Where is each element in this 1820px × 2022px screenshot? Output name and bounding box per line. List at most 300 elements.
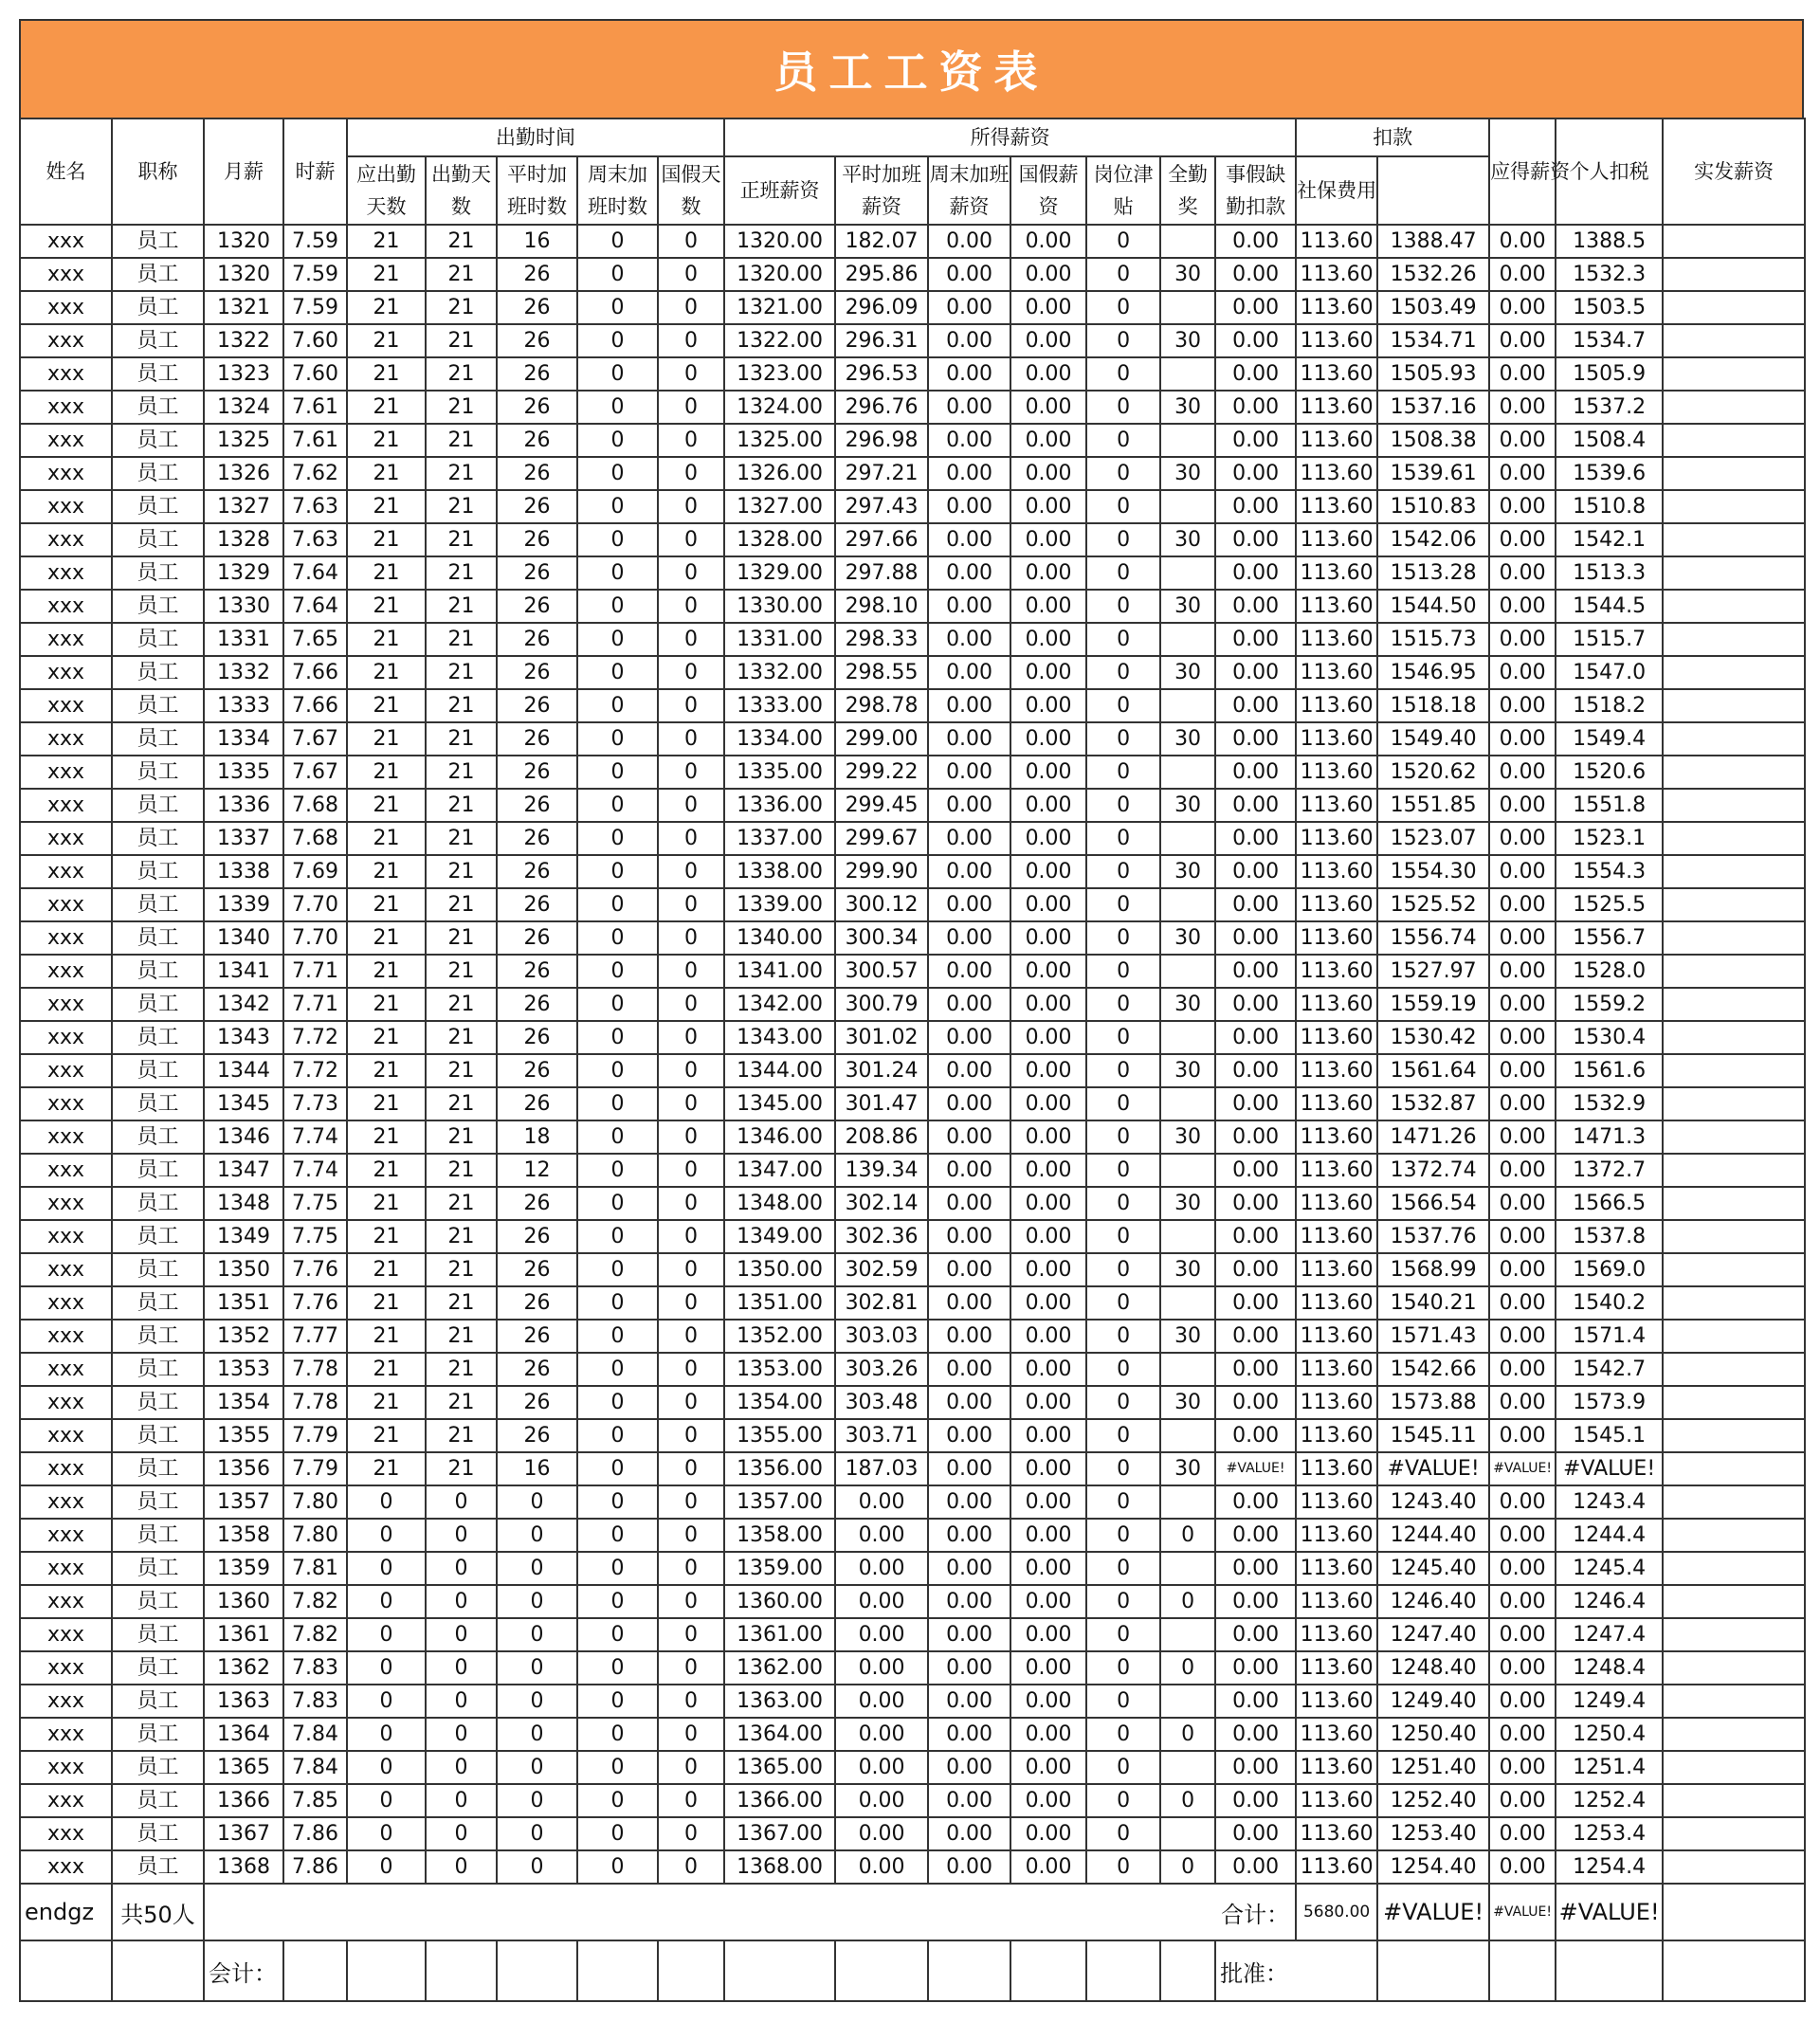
cell-title: 员工 <box>112 1154 204 1187</box>
cell-hourly: 7.80 <box>283 1485 347 1519</box>
cell-sign <box>1663 357 1805 391</box>
cell-weekday-ot: 26 <box>497 789 577 822</box>
cell-social: 113.60 <box>1296 424 1377 457</box>
header-weekday-ot-pay: 平时加班薪资 <box>835 156 928 225</box>
table-row <box>20 1120 1805 1154</box>
cell-leave-deduct: 0.00 <box>1215 1187 1296 1220</box>
sign-empty-cell <box>1489 1940 1556 2001</box>
cell-name: xxx <box>20 1286 112 1320</box>
cell-tax: 0.00 <box>1489 955 1556 988</box>
table-row <box>20 1154 1805 1187</box>
header-monthly: 月薪 <box>204 118 283 225</box>
cell-base-pay: 1321.00 <box>724 291 835 324</box>
cell-sign <box>1663 1286 1805 1320</box>
cell-title: 员工 <box>112 1353 204 1386</box>
cell-weekend-ot: 0 <box>577 523 658 556</box>
cell-gross: 1250.40 <box>1377 1718 1489 1751</box>
cell-leave-deduct: 0.00 <box>1215 1718 1296 1751</box>
cell-req-days: 21 <box>347 590 426 623</box>
table-row <box>20 1021 1805 1054</box>
cell-hourly: 7.71 <box>283 988 347 1021</box>
cell-holiday-pay: 0.00 <box>1010 1187 1086 1220</box>
cell-weekend-ot-pay: 0.00 <box>928 1386 1010 1419</box>
cell-holiday-days: 0 <box>658 789 724 822</box>
cell-tax: 0.00 <box>1489 357 1556 391</box>
cell-leave-deduct: 0.00 <box>1215 258 1296 291</box>
cell-weekday-ot-pay: 300.57 <box>835 955 928 988</box>
table-row <box>20 855 1805 888</box>
cell-gross: 1549.40 <box>1377 722 1489 756</box>
cell-hourly: 7.67 <box>283 722 347 756</box>
table-row <box>20 888 1805 921</box>
cell-weekday-ot: 16 <box>497 225 577 258</box>
sign-empty-cell <box>928 1940 1010 2001</box>
cell-tax: 0.00 <box>1489 623 1556 656</box>
cell-hourly: 7.69 <box>283 855 347 888</box>
cell-social: 113.60 <box>1296 1220 1377 1253</box>
cell-allowance: 0 <box>1086 855 1160 888</box>
cell-title: 员工 <box>112 590 204 623</box>
cell-weekend-ot-pay: 0.00 <box>928 391 1010 424</box>
cell-holiday-days: 0 <box>658 1585 724 1618</box>
table-row <box>20 1751 1805 1784</box>
cell-base-pay: 1343.00 <box>724 1021 835 1054</box>
cell-gross: 1253.40 <box>1377 1817 1489 1850</box>
cell-holiday-days: 0 <box>658 888 724 921</box>
cell-net: 1556.7 <box>1556 921 1663 955</box>
cell-holiday-days: 0 <box>658 424 724 457</box>
table-row <box>20 523 1805 556</box>
cell-req-days: 21 <box>347 1220 426 1253</box>
cell-name: xxx <box>20 324 112 357</box>
cell-monthly: 1344 <box>204 1054 283 1087</box>
cell-req-days: 21 <box>347 689 426 722</box>
cell-sign <box>1663 789 1805 822</box>
header-group-pay: 所得薪资 <box>724 118 1296 156</box>
cell-leave-deduct: 0.00 <box>1215 1618 1296 1651</box>
cell-gross: 1518.18 <box>1377 689 1489 722</box>
cell-name: xxx <box>20 490 112 523</box>
table-row <box>20 1253 1805 1286</box>
cell-social: 113.60 <box>1296 1021 1377 1054</box>
cell-allowance: 0 <box>1086 457 1160 490</box>
cell-tax: 0.00 <box>1489 722 1556 756</box>
cell-base-pay: 1356.00 <box>724 1452 835 1485</box>
cell-title: 员工 <box>112 1220 204 1253</box>
cell-weekday-ot: 0 <box>497 1817 577 1850</box>
cell-weekend-ot: 0 <box>577 424 658 457</box>
cell-holiday-pay: 0.00 <box>1010 955 1086 988</box>
cell-weekday-ot: 26 <box>497 888 577 921</box>
cell-weekend-ot: 0 <box>577 225 658 258</box>
cell-name: xxx <box>20 1419 112 1452</box>
cell-tax: 0.00 <box>1489 789 1556 822</box>
cell-tax: 0.00 <box>1489 590 1556 623</box>
cell-weekend-ot-pay: 0.00 <box>928 1419 1010 1452</box>
cell-weekend-ot-pay: 0.00 <box>928 1087 1010 1120</box>
cell-leave-deduct: 0.00 <box>1215 1286 1296 1320</box>
cell-leave-deduct: 0.00 <box>1215 1485 1296 1519</box>
cell-holiday-pay: 0.00 <box>1010 855 1086 888</box>
cell-req-days: 0 <box>347 1618 426 1651</box>
cell-base-pay: 1363.00 <box>724 1685 835 1718</box>
cell-monthly: 1346 <box>204 1120 283 1154</box>
sign-empty-cell <box>577 1940 658 2001</box>
cell-holiday-pay: 0.00 <box>1010 1386 1086 1419</box>
cell-base-pay: 1346.00 <box>724 1120 835 1154</box>
cell-att-days: 21 <box>426 822 497 855</box>
cell-att-days: 21 <box>426 722 497 756</box>
cell-weekday-ot: 0 <box>497 1485 577 1519</box>
cell-leave-deduct: 0.00 <box>1215 1253 1296 1286</box>
cell-gross: 1534.71 <box>1377 324 1489 357</box>
cell-social: 113.60 <box>1296 523 1377 556</box>
cell-allowance: 0 <box>1086 1651 1160 1685</box>
cell-weekend-ot-pay: 0.00 <box>928 756 1010 789</box>
cell-holiday-days: 0 <box>658 756 724 789</box>
cell-weekday-ot-pay: 300.12 <box>835 888 928 921</box>
cell-monthly: 1324 <box>204 391 283 424</box>
cell-base-pay: 1328.00 <box>724 523 835 556</box>
cell-name: xxx <box>20 921 112 955</box>
cell-req-days: 0 <box>347 1784 426 1817</box>
table-row <box>20 1353 1805 1386</box>
cell-req-days: 21 <box>347 988 426 1021</box>
sign-empty-cell <box>1160 1940 1215 2001</box>
cell-base-pay: 1326.00 <box>724 457 835 490</box>
cell-allowance: 0 <box>1086 1552 1160 1585</box>
cell-weekend-ot-pay: 0.00 <box>928 789 1010 822</box>
cell-tax: 0.00 <box>1489 1817 1556 1850</box>
cell-allowance: 0 <box>1086 888 1160 921</box>
cell-weekend-ot: 0 <box>577 1685 658 1718</box>
cell-full-bonus <box>1160 1087 1215 1120</box>
cell-att-days: 21 <box>426 656 497 689</box>
cell-name: xxx <box>20 955 112 988</box>
cell-net: 1545.1 <box>1556 1419 1663 1452</box>
table-row <box>20 457 1805 490</box>
cell-title: 员工 <box>112 888 204 921</box>
cell-hourly: 7.66 <box>283 656 347 689</box>
cell-monthly: 1359 <box>204 1552 283 1585</box>
cell-req-days: 21 <box>347 225 426 258</box>
cell-hourly: 7.84 <box>283 1718 347 1751</box>
cell-tax: 0.00 <box>1489 1651 1556 1685</box>
cell-sign <box>1663 756 1805 789</box>
cell-leave-deduct: 0.00 <box>1215 523 1296 556</box>
cell-req-days: 21 <box>347 955 426 988</box>
cell-name: xxx <box>20 1585 112 1618</box>
cell-tax: 0.00 <box>1489 457 1556 490</box>
cell-holiday-days: 0 <box>658 1651 724 1685</box>
cell-title: 员工 <box>112 490 204 523</box>
cell-att-days: 21 <box>426 225 497 258</box>
cell-title: 员工 <box>112 1054 204 1087</box>
cell-weekday-ot-pay: 299.67 <box>835 822 928 855</box>
cell-social: 113.60 <box>1296 1419 1377 1452</box>
cell-weekend-ot-pay: 0.00 <box>928 1585 1010 1618</box>
cell-att-days: 0 <box>426 1784 497 1817</box>
cell-holiday-days: 0 <box>658 1187 724 1220</box>
cell-weekday-ot: 26 <box>497 955 577 988</box>
cell-base-pay: 1334.00 <box>724 722 835 756</box>
sign-empty-cell <box>20 1940 112 2001</box>
cell-weekday-ot: 26 <box>497 921 577 955</box>
cell-gross: 1471.26 <box>1377 1120 1489 1154</box>
cell-name: xxx <box>20 1320 112 1353</box>
cell-weekday-ot-pay: 301.24 <box>835 1054 928 1087</box>
cell-net: 1530.4 <box>1556 1021 1663 1054</box>
cell-leave-deduct: 0.00 <box>1215 1585 1296 1618</box>
cell-weekday-ot-pay: 298.10 <box>835 590 928 623</box>
cell-weekday-ot: 26 <box>497 324 577 357</box>
cell-leave-deduct: 0.00 <box>1215 1751 1296 1784</box>
cell-gross: 1515.73 <box>1377 623 1489 656</box>
cell-holiday-days: 0 <box>658 590 724 623</box>
cell-title: 员工 <box>112 1751 204 1784</box>
cell-req-days: 21 <box>347 756 426 789</box>
cell-weekend-ot-pay: 0.00 <box>928 1120 1010 1154</box>
cell-weekday-ot-pay: 303.03 <box>835 1320 928 1353</box>
table-row <box>20 1187 1805 1220</box>
cell-base-pay: 1364.00 <box>724 1718 835 1751</box>
table-row <box>20 623 1805 656</box>
cell-gross: 1525.52 <box>1377 888 1489 921</box>
cell-weekday-ot-pay: 303.71 <box>835 1419 928 1452</box>
cell-req-days: 21 <box>347 1286 426 1320</box>
cell-monthly: 1368 <box>204 1850 283 1884</box>
cell-name: xxx <box>20 1353 112 1386</box>
header-name: 姓名 <box>20 118 112 225</box>
cell-monthly: 1329 <box>204 556 283 590</box>
cell-holiday-days: 0 <box>658 855 724 888</box>
cell-sign <box>1663 324 1805 357</box>
cell-hourly: 7.77 <box>283 1320 347 1353</box>
cell-hourly: 7.64 <box>283 556 347 590</box>
cell-att-days: 21 <box>426 1220 497 1253</box>
total-tax: #VALUE! <box>1489 1884 1556 1940</box>
cell-full-bonus: 0 <box>1160 1585 1215 1618</box>
header-holiday-days: 国假天数 <box>658 156 724 225</box>
cell-monthly: 1358 <box>204 1519 283 1552</box>
cell-base-pay: 1347.00 <box>724 1154 835 1187</box>
cell-att-days: 21 <box>426 1087 497 1120</box>
table-row <box>20 1585 1805 1618</box>
table-row <box>20 1485 1805 1519</box>
header-net: 实发薪资 <box>1663 118 1805 225</box>
total-row <box>20 1884 1805 1940</box>
total-social: 5680.00 <box>1296 1884 1377 1940</box>
sign-empty-cell <box>1556 1940 1663 2001</box>
cell-weekend-ot-pay: 0.00 <box>928 556 1010 590</box>
cell-tax: 0.00 <box>1489 391 1556 424</box>
cell-net: 1561.6 <box>1556 1054 1663 1087</box>
cell-allowance: 0 <box>1086 1286 1160 1320</box>
cell-base-pay: 1320.00 <box>724 225 835 258</box>
cell-gross: 1246.40 <box>1377 1585 1489 1618</box>
cell-social: 113.60 <box>1296 1353 1377 1386</box>
cell-title: 员工 <box>112 556 204 590</box>
cell-hourly: 7.68 <box>283 822 347 855</box>
cell-holiday-days: 0 <box>658 225 724 258</box>
cell-weekday-ot-pay: 298.78 <box>835 689 928 722</box>
cell-weekday-ot-pay: 296.98 <box>835 424 928 457</box>
cell-holiday-pay: 0.00 <box>1010 291 1086 324</box>
cell-weekend-ot-pay: 0.00 <box>928 855 1010 888</box>
cell-net: 1520.6 <box>1556 756 1663 789</box>
cell-full-bonus: 30 <box>1160 391 1215 424</box>
cell-weekday-ot: 26 <box>497 822 577 855</box>
cell-att-days: 21 <box>426 1253 497 1286</box>
sign-empty-cell <box>347 1940 426 2001</box>
cell-weekday-ot-pay: 0.00 <box>835 1718 928 1751</box>
cell-social: 113.60 <box>1296 258 1377 291</box>
cell-weekend-ot-pay: 0.00 <box>928 324 1010 357</box>
cell-monthly: 1339 <box>204 888 283 921</box>
cell-hourly: 7.86 <box>283 1817 347 1850</box>
cell-tax: 0.00 <box>1489 1850 1556 1884</box>
total-label: 合计： <box>204 1884 1296 1940</box>
cell-holiday-pay: 0.00 <box>1010 988 1086 1021</box>
cell-sign <box>1663 457 1805 490</box>
cell-tax: 0.00 <box>1489 291 1556 324</box>
cell-leave-deduct: 0.00 <box>1215 722 1296 756</box>
cell-sign <box>1663 225 1805 258</box>
cell-base-pay: 1320.00 <box>724 258 835 291</box>
cell-gross: 1554.30 <box>1377 855 1489 888</box>
cell-monthly: 1331 <box>204 623 283 656</box>
cell-req-days: 21 <box>347 1386 426 1419</box>
cell-monthly: 1334 <box>204 722 283 756</box>
table-row <box>20 1552 1805 1585</box>
cell-weekend-ot-pay: 0.00 <box>928 1552 1010 1585</box>
cell-hourly: 7.59 <box>283 225 347 258</box>
cell-title: 员工 <box>112 689 204 722</box>
cell-holiday-pay: 0.00 <box>1010 1220 1086 1253</box>
cell-name: xxx <box>20 722 112 756</box>
cell-req-days: 0 <box>347 1585 426 1618</box>
cell-sign <box>1663 722 1805 756</box>
cell-gross: 1523.07 <box>1377 822 1489 855</box>
cell-allowance: 0 <box>1086 722 1160 756</box>
table-row <box>20 1320 1805 1353</box>
cell-weekend-ot-pay: 0.00 <box>928 1320 1010 1353</box>
cell-weekend-ot-pay: 0.00 <box>928 888 1010 921</box>
cell-req-days: 21 <box>347 1054 426 1087</box>
sign-empty-cell <box>1377 1940 1489 2001</box>
table-row <box>20 1220 1805 1253</box>
cell-weekday-ot-pay: 299.22 <box>835 756 928 789</box>
cell-name: xxx <box>20 391 112 424</box>
cell-monthly: 1325 <box>204 424 283 457</box>
cell-weekend-ot-pay: 0.00 <box>928 457 1010 490</box>
cell-monthly: 1330 <box>204 590 283 623</box>
header-full-bonus: 全勤奖 <box>1160 156 1215 225</box>
cell-leave-deduct: 0.00 <box>1215 689 1296 722</box>
cell-req-days: 0 <box>347 1519 426 1552</box>
cell-full-bonus: 30 <box>1160 590 1215 623</box>
cell-weekday-ot-pay: 302.36 <box>835 1220 928 1253</box>
cell-sign <box>1663 1087 1805 1120</box>
cell-allowance: 0 <box>1086 1817 1160 1850</box>
cell-holiday-days: 0 <box>658 722 724 756</box>
cell-gross: #VALUE! <box>1377 1452 1489 1485</box>
cell-tax: 0.00 <box>1489 1253 1556 1286</box>
cell-hourly: 7.76 <box>283 1253 347 1286</box>
cell-base-pay: 1330.00 <box>724 590 835 623</box>
cell-att-days: 0 <box>426 1485 497 1519</box>
cell-weekend-ot-pay: 0.00 <box>928 656 1010 689</box>
cell-weekday-ot: 26 <box>497 1286 577 1320</box>
cell-weekend-ot-pay: 0.00 <box>928 722 1010 756</box>
cell-base-pay: 1367.00 <box>724 1817 835 1850</box>
cell-name: xxx <box>20 1651 112 1685</box>
cell-allowance: 0 <box>1086 623 1160 656</box>
cell-gross: 1247.40 <box>1377 1618 1489 1651</box>
cell-att-days: 0 <box>426 1585 497 1618</box>
cell-social: 113.60 <box>1296 822 1377 855</box>
cell-att-days: 21 <box>426 1154 497 1187</box>
cell-name: xxx <box>20 855 112 888</box>
cell-holiday-days: 0 <box>658 1519 724 1552</box>
cell-name: xxx <box>20 789 112 822</box>
cell-full-bonus <box>1160 225 1215 258</box>
cell-hourly: 7.67 <box>283 756 347 789</box>
cell-weekend-ot: 0 <box>577 1021 658 1054</box>
cell-social: 113.60 <box>1296 1120 1377 1154</box>
cell-holiday-pay: 0.00 <box>1010 1519 1086 1552</box>
cell-social: 113.60 <box>1296 490 1377 523</box>
cell-monthly: 1366 <box>204 1784 283 1817</box>
cell-full-bonus: 30 <box>1160 457 1215 490</box>
cell-hourly: 7.64 <box>283 590 347 623</box>
cell-sign <box>1663 623 1805 656</box>
cell-net: 1549.4 <box>1556 722 1663 756</box>
cell-weekend-ot: 0 <box>577 1751 658 1784</box>
cell-tax: 0.00 <box>1489 1120 1556 1154</box>
cell-allowance: 0 <box>1086 1585 1160 1618</box>
cell-weekday-ot-pay: 297.88 <box>835 556 928 590</box>
cell-att-days: 0 <box>426 1618 497 1651</box>
header-group-attendance: 出勤时间 <box>347 118 724 156</box>
cell-holiday-days: 0 <box>658 490 724 523</box>
cell-holiday-pay: 0.00 <box>1010 1718 1086 1751</box>
cell-sign <box>1663 689 1805 722</box>
cell-holiday-pay: 0.00 <box>1010 225 1086 258</box>
cell-weekend-ot-pay: 0.00 <box>928 590 1010 623</box>
cell-gross: 1243.40 <box>1377 1485 1489 1519</box>
cell-att-days: 0 <box>426 1685 497 1718</box>
cell-monthly: 1367 <box>204 1817 283 1850</box>
cell-weekday-ot-pay: 297.43 <box>835 490 928 523</box>
table-row <box>20 955 1805 988</box>
cell-weekend-ot-pay: 0.00 <box>928 822 1010 855</box>
cell-allowance: 0 <box>1086 1021 1160 1054</box>
cell-full-bonus <box>1160 689 1215 722</box>
cell-name: xxx <box>20 656 112 689</box>
cell-weekend-ot-pay: 0.00 <box>928 1850 1010 1884</box>
cell-att-days: 0 <box>426 1718 497 1751</box>
cell-tax: 0.00 <box>1489 1187 1556 1220</box>
cell-base-pay: 1345.00 <box>724 1087 835 1120</box>
cell-full-bonus <box>1160 888 1215 921</box>
cell-full-bonus: 0 <box>1160 1718 1215 1751</box>
cell-req-days: 0 <box>347 1718 426 1751</box>
cell-req-days: 21 <box>347 921 426 955</box>
cell-hourly: 7.79 <box>283 1452 347 1485</box>
cell-leave-deduct: 0.00 <box>1215 1353 1296 1386</box>
cell-allowance: 0 <box>1086 656 1160 689</box>
